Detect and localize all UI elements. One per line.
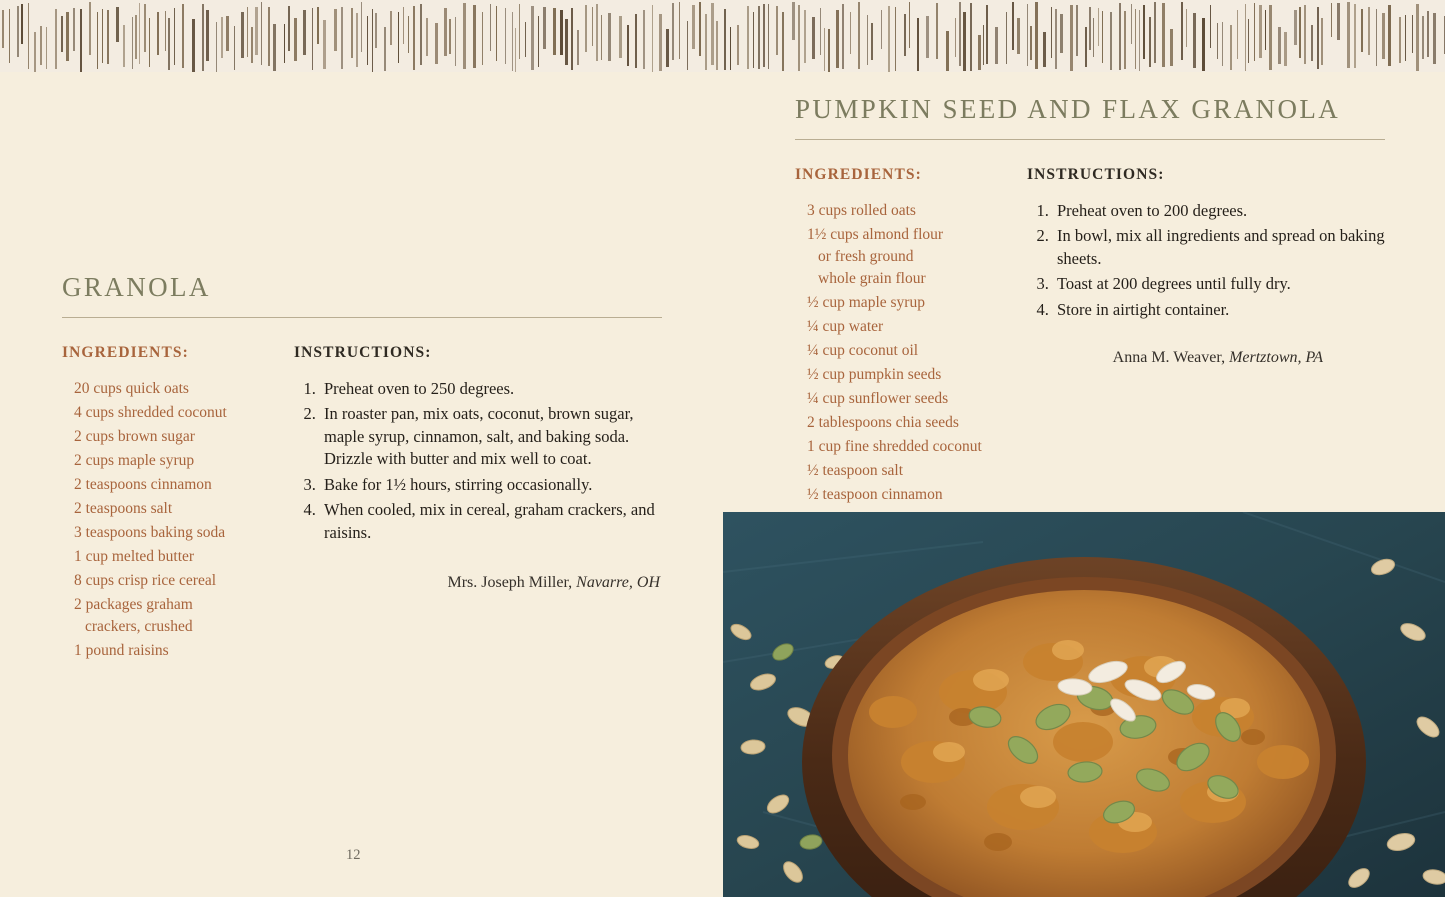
ingredient-item: 20 cups quick oats [74, 380, 189, 397]
instructions-heading: INSTRUCTIONS: [294, 344, 432, 361]
ingredient-item: 1 pound raisins [74, 642, 169, 659]
ingredient-item: 2 tablespoons chia seeds [807, 414, 959, 431]
granola-bowl-image [723, 512, 1445, 897]
ingredients-heading: INGREDIENTS: [62, 344, 189, 361]
ingredients-column-secondary [795, 166, 1027, 508]
ingredient-item: ¼ cup coconut oil [807, 342, 919, 359]
attribution-name: Mrs. Joseph Miller, [447, 574, 577, 592]
instructions-column [294, 344, 662, 592]
page-number: 12 [346, 847, 361, 863]
decorative-header-band [0, 0, 1445, 72]
recipe-photo [723, 512, 1445, 897]
instruction-step: 1. Preheat oven to 250 degrees. [320, 378, 662, 400]
instructions-column-secondary [1027, 166, 1385, 367]
ingredient-item: ½ teaspoon cinnamon [807, 486, 943, 503]
recipe-pumpkin-seed-and-flax-granola [795, 94, 1385, 508]
book-spread [0, 72, 1445, 897]
instructions-list [294, 378, 662, 544]
instruction-step: 3. Bake for 1½ hours, stirring occasionally. [320, 474, 662, 496]
ingredient-item: 1½ cups almond flour or fresh ground whole grain flour [807, 224, 1027, 290]
ingredient-item: 2 teaspoons salt [74, 500, 173, 517]
ingredient-item: ¼ cup water [807, 318, 884, 335]
title-divider [62, 317, 662, 318]
ingredient-item: ½ cup maple syrup [807, 294, 925, 311]
ingredient-item: 2 packages graham crackers, crushed [74, 594, 294, 638]
title-divider-secondary [795, 139, 1385, 140]
ingredients-list-secondary [795, 200, 1027, 506]
recipe-granola [62, 272, 662, 664]
ingredient-item: ½ teaspoon salt [807, 462, 903, 479]
ingredient-item: 2 cups maple syrup [74, 452, 195, 469]
ingredient-item-continuation: crackers, crushed [85, 618, 193, 635]
ingredient-item-continuation: or fresh ground [818, 248, 914, 265]
instruction-step: 4. Store in airtight container. [1053, 299, 1385, 321]
instruction-step: 4. When cooled, mix in cereal, graham crackers, and raisins. [320, 499, 662, 544]
ingredient-item: 1 cup melted butter [74, 548, 195, 565]
ingredient-item: 3 teaspoons baking soda [74, 524, 226, 541]
ingredient-item-continuation: whole grain flour [818, 270, 926, 287]
recipe-attribution [294, 574, 662, 592]
attribution-place: Navarre, OH [576, 574, 660, 592]
attribution-place-secondary: Mertztown, PA [1229, 349, 1323, 367]
page-title: GRANOLA [62, 272, 211, 302]
ingredient-item: ½ cup pumpkin seeds [807, 366, 942, 383]
ingredient-item: ¼ cup sunflower seeds [807, 390, 949, 407]
ingredients-list [62, 378, 294, 662]
ingredient-item: 4 cups shredded coconut [74, 404, 227, 421]
ingredient-item: 1 cup fine shredded coconut [807, 438, 982, 455]
instruction-step: 3. Toast at 200 degrees until fully dry. [1053, 273, 1385, 295]
instruction-step: 1. Preheat oven to 200 degrees. [1053, 200, 1385, 222]
instruction-step: 2. In bowl, mix all ingredients and spread on baking sheets. [1053, 225, 1385, 270]
stripe-pattern-icon [0, 0, 1445, 72]
ingredient-item: 3 cups rolled oats [807, 202, 916, 219]
page-title-secondary: PUMPKIN SEED AND FLAX GRANOLA [795, 94, 1341, 124]
ingredient-item: 8 cups crisp rice cereal [74, 572, 217, 589]
instruction-step: 2. In roaster pan, mix oats, coconut, brown sugar, maple syrup, cinnamon, salt, and baking soda. Drizzle with butter and mix well to coat. [320, 403, 662, 470]
attribution-name-secondary: Anna M. Weaver, [1112, 349, 1230, 367]
ingredient-item: 2 cups brown sugar [74, 428, 195, 445]
instructions-list-secondary [1027, 200, 1385, 321]
ingredient-item: 2 teaspoons cinnamon [74, 476, 212, 493]
ingredients-heading-secondary: INGREDIENTS: [795, 166, 922, 183]
recipe-attribution-secondary [1027, 349, 1385, 367]
instructions-heading-secondary: INSTRUCTIONS: [1027, 166, 1165, 183]
ingredients-column [62, 344, 294, 664]
